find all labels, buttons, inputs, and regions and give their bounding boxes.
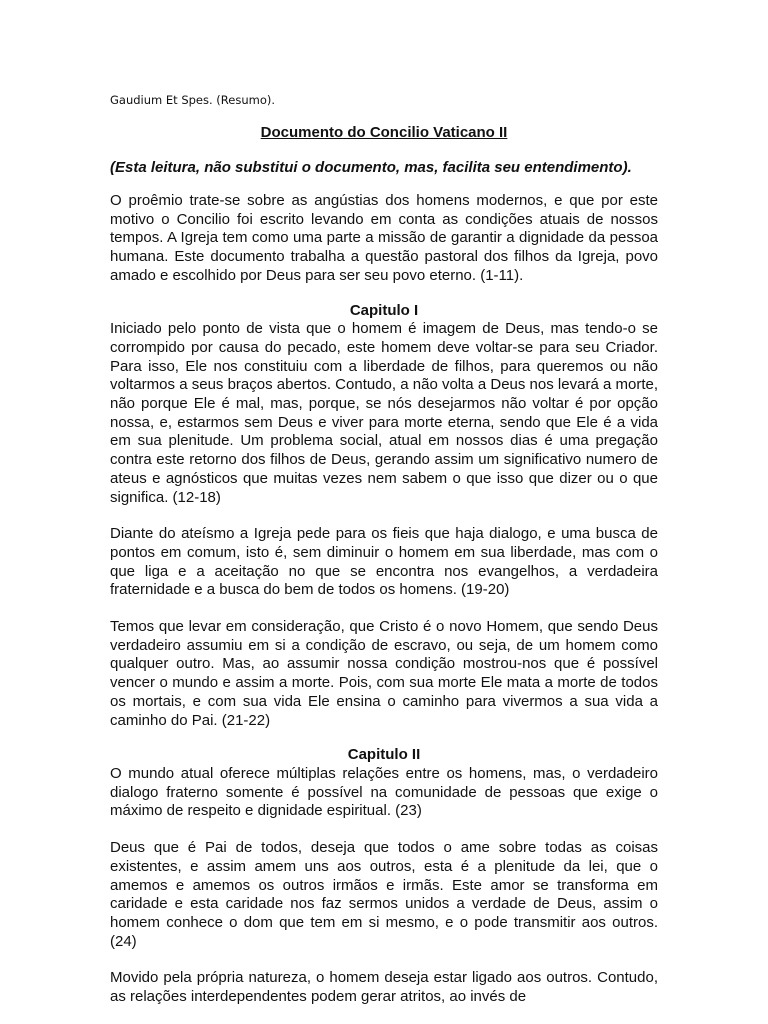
document-title: Documento do Concilio Vaticano II [260,124,508,141]
chapter-1-paragraph-2: Diante do ateísmo a Igreja pede para os fieis que haja dialogo, e uma busca de pontos em comum, isto é, sem diminuir o homem em sua liberdade, mas com o que liga e a aceitação no que se encontra nos evangelhos, a verdadeira fraternidade e a busca do bem de todos os homens. (19-20) [110,525,658,599]
chapter-1-paragraph-1: Iniciado pelo ponto de vista que o homem é imagem de Deus, mas tendo-o se corrompido por causa do pecado, este homem deve voltar-se para seu Criador. Para isso, Ele nos constituiu com a liberdade de filhos, para queremos ou não voltarmos a seus braços abertos. Contudo, a não volta a Deus nos levará a morte, não porque Ele é mal, mas, porque, se nós desejarmos não voltar é por opção nossa, e, estarmos sem Deus e viver para morte eterna, sendo que Ele é a vida em sua plenitude. Um problema social, atual em nossos dias é uma pregação contra este retorno dos filhos de Deus, gerando assim um significativo numero de ateus e agnósticos que muitas vezes nem sabem o que isso que dizer ou o que significa. (12-18) [110,320,658,506]
chapter-2-paragraph-1: O mundo atual oferece múltiplas relações entre os homens, mas, o verdadeiro dialogo fraterno somente é possível na comunidade de pessoas que exige o máximo de respeito e dignidade espiritual. (23) [110,764,658,820]
chapter-2-paragraph-2: Deus que é Pai de todos, deseja que todos o ame sobre todas as coisas existentes, e assim amem uns aos outros, esta é a plenitude da lei, que o amemos e amemos os outros irmãos e irmãs. Este amor se transforma em caridade e esta caridade nos faz sermos unidos a verdade de Deus, assim o homem conhece o dom que tem em si mesmo, e o pode transmitir aos outros. (24) [110,839,658,950]
chapter-2-heading: Capitulo II [347,746,421,764]
document-subtitle: (Esta leitura, não substitui o documento, mas, facilita seu entendimento). [110,159,632,176]
intro-paragraph: O proêmio trate-se sobre as angústias dos homens modernos, e que por este motivo o Concilio foi escrito levando em conta as condições atuais de nossos tempos. A Igreja tem como uma parte a missão de garantir a dignidade da pessoa humana. Este documento trabalha a questão pastoral dos filhos da Igreja, povo amado e escolhido por Deus para ser seu povo eterno. (1-11). [110,192,658,284]
document-label: Gaudium Et Spes. (Resumo). [110,93,275,107]
chapter-2-paragraph-3: Movido pela própria natureza, o homem deseja estar ligado aos outros. Contudo, as relações interdependentes podem gerar atritos, ao invés de [110,969,658,1006]
chapter-1-paragraph-3: Temos que levar em consideração, que Cristo é o novo Homem, que sendo Deus verdadeiro assumiu em si a condição de escravo, ou seja, de um homem como qualquer outro. Mas, ao assumir nossa condição mostrou-nos que é possível vencer o mundo e assim a morte. Pois, com sua morte Ele mata a morte de todos os mortais, e com sua vida Ele ensina o caminho para vivermos a sua vida a caminho do Pai. (21-22) [110,618,658,729]
chapter-1-heading: Capitulo I [349,301,419,319]
